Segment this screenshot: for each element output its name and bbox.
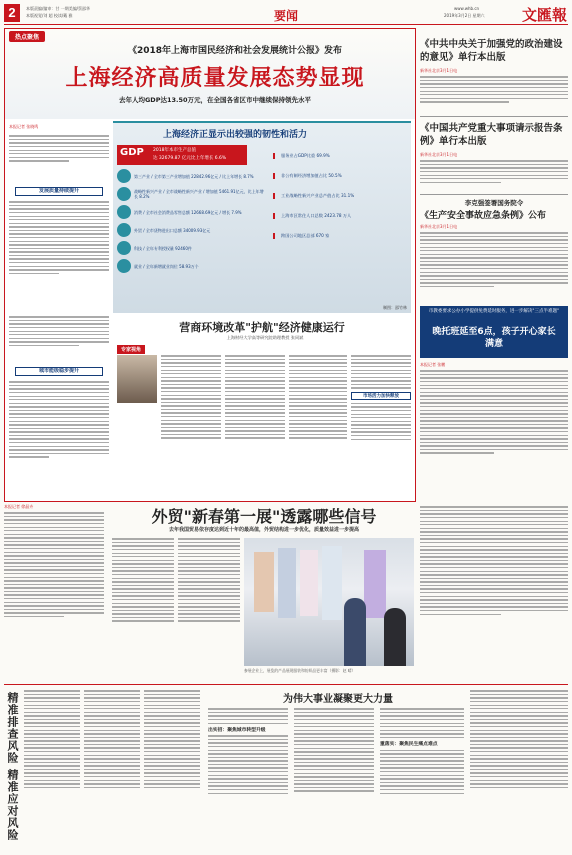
garment-display — [300, 550, 318, 616]
bottom-col-2 — [84, 688, 140, 848]
section-head-1-text: 发展质量持续提升 — [38, 188, 79, 194]
section-head-2-text: 城市能级稳步提升 — [38, 368, 79, 374]
info-right-item: 跨国公司地区总部 670 家 — [273, 233, 405, 239]
issue-date: 2019年3月2日 星期六 — [444, 13, 485, 18]
chart-icon — [117, 169, 131, 183]
info-item — [117, 223, 267, 237]
vertical-commentary-text: 精准排查风险 精准应对风险 — [6, 692, 19, 841]
lead-headline: 上海经济高质量发展态势显现 — [65, 66, 365, 91]
lead-subhead: 去年人均GDP达13.50万元，在全国各省区市中继续保持领先水平 — [118, 96, 312, 104]
vertical-commentary-title — [4, 692, 20, 847]
lead-body-1 — [9, 133, 109, 183]
promo-byline: 本报记者 张鹏 — [420, 362, 446, 367]
feature-body-col4 — [351, 353, 411, 497]
right-story-2-body — [420, 158, 568, 198]
info-item-text: 战略性新兴产业 / 全市战略性新兴产业 / 增加值 5461.91亿元，比上年增长 8.2% — [134, 189, 264, 199]
visitor-figure — [344, 598, 366, 666]
lead-byline — [9, 124, 109, 130]
divider — [420, 194, 568, 195]
gdp-badge-text2: 达 32679.87 亿元比上年增长 6.6% — [153, 156, 227, 161]
bottom-subhead-1: 出实招：聚焦城市转型升级 — [208, 728, 266, 734]
bottom-headline: 为伟大事业凝聚更大力量 — [283, 694, 393, 705]
info-right-item: 非公有制经济增加值占比 50.5% — [273, 173, 405, 179]
garment-display — [254, 552, 274, 612]
right-column-lower — [420, 504, 568, 680]
editor-info-2: 本版视觉/刘 超 校读/戴 雅 — [26, 13, 73, 18]
feature-tag-text: 专家视角 — [121, 347, 142, 353]
page-number: 2 — [4, 4, 20, 22]
banner-tag-label: 热点聚焦 — [15, 34, 40, 41]
editor-info-1: 本版责编/编审：甘 一期美编/蔡邵华 — [26, 6, 90, 11]
info-item-text: 第三产业 / 全市第三产业增加值 22842.96亿元 / 比上年增长 8.7% — [134, 173, 254, 179]
feature-body-col3 — [289, 353, 347, 497]
trade-story — [4, 504, 416, 680]
gdp-badge-text1: 2018年本市生产总值 — [153, 148, 196, 153]
trade-photo — [244, 538, 414, 666]
feature-sub: 上海财经大学高等研究院助理教授 张同斌 — [226, 335, 304, 340]
promo-headline: 晚托班延至6点，孩子开心家长满意 — [432, 327, 556, 349]
bottom-col-7 — [470, 688, 568, 848]
ship-icon — [117, 223, 131, 237]
info-item — [117, 259, 267, 273]
info-right-item: 上海市区常住人口总数 2423.78 万人 — [273, 213, 405, 219]
flask-icon — [117, 241, 131, 255]
feature-caption-box: 市场活力加快释放 — [351, 392, 411, 400]
visitor-figure — [384, 608, 406, 666]
bottom-col-4 — [208, 706, 288, 848]
right-story-1-byline: 新华社北京3月1日电 — [420, 68, 458, 73]
info-item-text: 就业 / 全年新增就业岗位 58.93万个 — [134, 263, 199, 269]
trade-body-b — [178, 536, 240, 676]
site-url: www.whb.cn — [454, 6, 480, 11]
right-story-3-pre: 李克强签署国务院令 — [464, 199, 524, 207]
feature-body-col2 — [225, 353, 285, 497]
garment-display — [364, 550, 386, 618]
right-story-2-headline: 《中国共产党重大事项请示报告条例》单行本出版 — [420, 123, 563, 147]
info-item-text: 科技 / 全年专利授权量 92460件 — [134, 245, 192, 251]
people-icon — [117, 259, 131, 273]
right-story-3-headline: 《生产安全事故应急条例》公布 — [420, 211, 547, 221]
right-story-1-headline: 《中共中央关于加强党的政治建设的意见》单行本出版 — [420, 39, 563, 63]
section-title: 要闻 — [274, 9, 299, 23]
garment-display — [322, 546, 342, 620]
lead-body-3 — [9, 314, 109, 364]
trade-byline: 本报记者 徐晶卉 — [4, 504, 34, 509]
right-column — [420, 28, 568, 502]
info-item-text: 外贸 / 全市货物进出口总额 34009.93亿元 — [134, 227, 211, 233]
bottom-col-1 — [24, 688, 80, 848]
feature-body-col1 — [161, 353, 221, 497]
lead-body-2 — [9, 199, 109, 311]
bottom-subhead-2: 重落实：聚焦民生痛点难点 — [380, 742, 438, 748]
right-story-3-body — [420, 230, 568, 300]
gdp-badge-label: GDP — [120, 147, 144, 158]
divider — [420, 116, 568, 117]
bottom-col-6 — [380, 706, 464, 848]
factory-icon — [117, 187, 131, 201]
lead-kicker: 《2018年上海市国民经济和社会发展统计公报》发布 — [127, 46, 343, 56]
infographic-credit: 制图：邵竹林 — [383, 305, 407, 310]
byline-text: 本报记者 张晓鸣 — [9, 124, 39, 129]
info-item — [117, 187, 267, 201]
feature-tag — [117, 345, 145, 354]
cart-icon — [117, 205, 131, 219]
expert-photo — [117, 355, 157, 403]
info-item — [117, 169, 267, 183]
garment-display — [278, 548, 296, 618]
infographic-title: 上海经济正显示出较强的韧性和活力 — [163, 130, 308, 140]
trade-subhead: 去年我国贸易依存度达到近十年的最高值，外贸结构进一步优化，质量效益进一步提高 — [168, 527, 359, 533]
info-right-item: 工业战略性新兴产业总产值占比 31.1% — [273, 193, 405, 199]
lead-body-4 — [9, 379, 109, 497]
promo-body — [420, 368, 568, 498]
masthead-rule — [4, 24, 568, 25]
bottom-col-3 — [144, 688, 200, 848]
right-story-2-byline: 新华社北京3月1日电 — [420, 152, 458, 157]
right-story-1-body — [420, 74, 568, 114]
trade-body-a — [112, 536, 174, 676]
section-head-1 — [15, 187, 103, 196]
masthead — [4, 4, 568, 26]
lead-story — [4, 28, 416, 502]
trade-left-body — [4, 510, 104, 678]
promo-box — [420, 306, 568, 358]
promo-kicker: 市教委要求公办小学提供免费延时服务，进一步解决"三点半难题" — [428, 309, 560, 314]
right-lower-body — [420, 504, 568, 680]
feature-headline: 营商环境改革"护航"经济健康运行 — [179, 321, 345, 334]
gdp-badge — [117, 145, 247, 165]
info-item — [117, 241, 267, 255]
bottom-col-5 — [294, 706, 374, 848]
info-item-text: 消费 / 全市社会消费品零售总额 12668.69亿元 / 增长 7.9% — [134, 209, 242, 215]
info-right-item: 服务业占GDP比重 69.9% — [273, 153, 405, 159]
infographic-items-right — [273, 153, 405, 239]
brand-logo: 文匯報 — [522, 6, 568, 24]
infographic — [113, 121, 411, 313]
section-head-2 — [15, 367, 103, 376]
bottom-section — [4, 688, 568, 851]
banner-tag — [9, 31, 45, 42]
trade-photo-caption: 参展企业上，展览的产品展现服装和纺织品更丰富（摄影：赵 晴） — [244, 668, 356, 673]
right-story-3-byline: 新华社北京3月1日电 — [420, 224, 458, 229]
section-divider — [4, 684, 568, 685]
info-item — [117, 205, 267, 219]
infographic-items-left — [117, 169, 267, 273]
trade-headline: 外贸"新春第一展"透露哪些信号 — [151, 507, 377, 526]
